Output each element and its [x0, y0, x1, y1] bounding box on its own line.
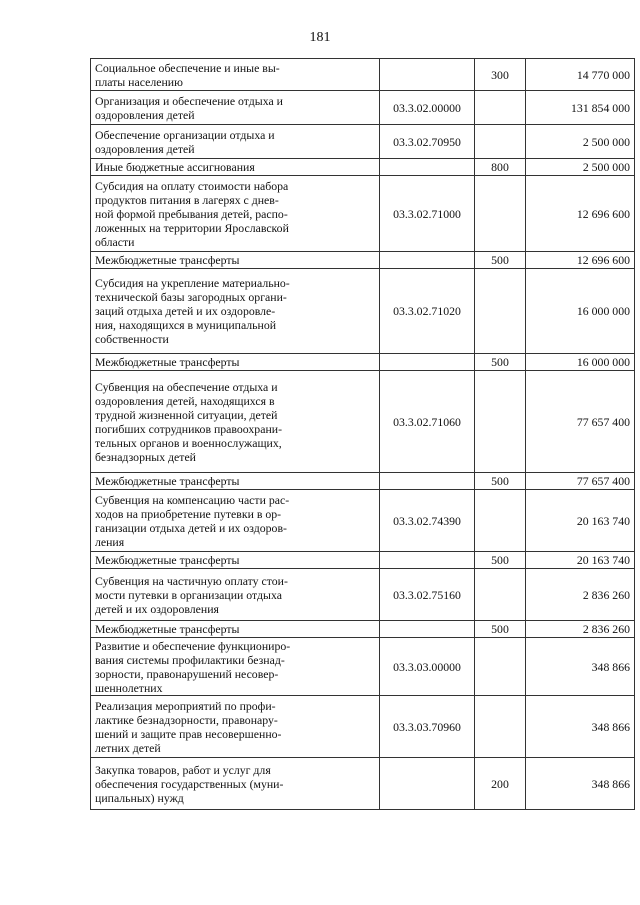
row-type-text: 300 — [491, 67, 509, 82]
row-name-cell — [91, 371, 380, 473]
row-name-text: Реализация мероприятий по профи- лактике безнадзорности, правонару- шений и защите прав несовершенно- летних детей — [95, 698, 282, 755]
row-amount-text: 14 770 000 — [576, 67, 630, 82]
row-code-cell — [380, 91, 475, 125]
row-code-cell — [380, 696, 475, 758]
row-amount-text: 2 836 260 — [582, 622, 630, 636]
row-name-text: Субсидия на укрепление материально- технической базы загородных органи- заций отдыха детей и их оздоровле- ния, находящихся в муниципальной собственности — [95, 276, 290, 346]
row-code-cell — [380, 159, 475, 176]
row-amount-text: 131 854 000 — [571, 100, 630, 115]
row-type-cell — [475, 371, 526, 473]
row-amount-text: 77 657 400 — [576, 474, 630, 488]
row-name-cell — [91, 252, 380, 269]
row-code-cell — [380, 758, 475, 810]
row-code-text: 03.3.02.71060 — [393, 414, 461, 429]
table-row — [91, 371, 635, 473]
row-name-text: Межбюджетные трансферты — [95, 474, 240, 488]
row-amount-cell — [526, 252, 635, 269]
row-type-cell — [475, 569, 526, 621]
row-amount-cell — [526, 176, 635, 252]
row-code-cell — [380, 371, 475, 473]
row-code-cell — [380, 252, 475, 269]
row-amount-cell — [526, 758, 635, 810]
row-type-text: 500 — [491, 355, 509, 369]
row-type-cell — [475, 125, 526, 159]
row-amount-text: 16 000 000 — [576, 304, 630, 318]
row-name-text: Субвенция на компенсацию части рас- ходов на приобретение путевки в ор- ганизации отдыха детей и их оздоров- ления — [95, 492, 290, 549]
row-amount-text: 77 657 400 — [576, 414, 630, 429]
row-name-cell — [91, 490, 380, 552]
row-type-cell — [475, 176, 526, 252]
row-name-cell — [91, 552, 380, 569]
row-amount-cell — [526, 59, 635, 91]
row-amount-cell — [526, 125, 635, 159]
row-code-cell — [380, 569, 475, 621]
row-amount-cell — [526, 91, 635, 125]
row-code-cell — [380, 638, 475, 696]
row-type-text: 200 — [491, 776, 509, 791]
table-row — [91, 490, 635, 552]
row-name-text: Субвенция на частичную оплату стои- мости путевки в организации отдыха детей и их оздоровления — [95, 573, 288, 616]
row-amount-cell — [526, 159, 635, 176]
row-name-cell — [91, 621, 380, 638]
row-amount-cell — [526, 638, 635, 696]
row-name-cell — [91, 59, 380, 91]
table-row — [91, 176, 635, 252]
row-amount-text: 2 500 000 — [582, 160, 630, 174]
row-amount-text: 348 866 — [591, 659, 630, 674]
row-type-cell — [475, 354, 526, 371]
table-row — [91, 621, 635, 638]
row-name-cell — [91, 696, 380, 758]
row-name-cell — [91, 269, 380, 354]
row-amount-text: 20 163 740 — [576, 513, 630, 528]
row-code-cell — [380, 176, 475, 252]
row-amount-cell — [526, 490, 635, 552]
row-name-text: Иные бюджетные ассигнования — [95, 160, 255, 174]
row-amount-text: 2 500 000 — [582, 134, 630, 149]
row-name-cell — [91, 758, 380, 810]
row-type-cell — [475, 473, 526, 490]
row-amount-text: 16 000 000 — [576, 355, 630, 369]
row-code-cell — [380, 269, 475, 354]
row-type-cell — [475, 159, 526, 176]
row-name-text: Межбюджетные трансферты — [95, 355, 240, 369]
table-row — [91, 91, 635, 125]
row-amount-cell — [526, 569, 635, 621]
row-code-cell — [380, 473, 475, 490]
row-name-cell — [91, 354, 380, 371]
table-row — [91, 696, 635, 758]
row-code-cell — [380, 552, 475, 569]
row-code-cell — [380, 621, 475, 638]
row-type-cell — [475, 269, 526, 354]
budget-table-body — [91, 59, 635, 810]
row-name-text: Развитие и обеспечение функциониро- вания системы профилактики безнад- зорности, правонарушений несовер- шеннолетних — [95, 638, 291, 695]
row-code-text: 03.3.02.71000 — [393, 206, 461, 221]
row-code-cell — [380, 490, 475, 552]
budget-table — [90, 58, 635, 810]
row-amount-cell — [526, 473, 635, 490]
row-code-cell — [380, 354, 475, 371]
row-amount-cell — [526, 371, 635, 473]
row-code-text: 03.3.02.75160 — [393, 587, 461, 602]
row-code-text: 03.3.03.00000 — [393, 659, 461, 674]
row-amount-text: 12 696 600 — [576, 253, 630, 267]
row-type-cell — [475, 490, 526, 552]
row-amount-text: 12 696 600 — [576, 206, 630, 221]
row-name-cell — [91, 569, 380, 621]
table-row — [91, 569, 635, 621]
row-type-text: 500 — [491, 474, 509, 488]
row-amount-cell — [526, 621, 635, 638]
row-name-cell — [91, 159, 380, 176]
row-name-text: Межбюджетные трансферты — [95, 253, 240, 267]
row-amount-text: 348 866 — [591, 776, 630, 791]
table-row — [91, 252, 635, 269]
row-type-cell — [475, 638, 526, 696]
table-row — [91, 159, 635, 176]
row-amount-cell — [526, 269, 635, 354]
row-type-cell — [475, 59, 526, 91]
row-code-text: 03.3.03.70960 — [393, 719, 461, 734]
row-type-text: 500 — [491, 253, 509, 267]
row-type-cell — [475, 252, 526, 269]
row-amount-text: 20 163 740 — [576, 553, 630, 567]
row-name-text: Организация и обеспечение отдыха и оздоровления детей — [95, 93, 283, 122]
table-row — [91, 354, 635, 371]
row-code-text: 03.3.02.74390 — [393, 513, 461, 528]
row-name-cell — [91, 125, 380, 159]
table-row — [91, 473, 635, 490]
table-row — [91, 269, 635, 354]
row-name-cell — [91, 473, 380, 490]
table-row — [91, 552, 635, 569]
table-row — [91, 638, 635, 696]
row-type-text: 500 — [491, 553, 509, 567]
row-name-text: Социальное обеспечение и иные вы- платы населению — [95, 60, 280, 89]
row-name-text: Межбюджетные трансферты — [95, 622, 240, 636]
row-name-cell — [91, 176, 380, 252]
row-code-cell — [380, 59, 475, 91]
row-code-text: 03.3.02.71020 — [393, 304, 461, 318]
row-name-cell — [91, 91, 380, 125]
row-amount-text: 348 866 — [591, 719, 630, 734]
row-amount-cell — [526, 552, 635, 569]
table-row — [91, 59, 635, 91]
row-type-cell — [475, 91, 526, 125]
row-code-cell — [380, 125, 475, 159]
table-row — [91, 125, 635, 159]
row-name-cell — [91, 638, 380, 696]
row-type-text: 800 — [491, 160, 509, 174]
page-number: 181 — [309, 30, 331, 45]
row-type-cell — [475, 696, 526, 758]
row-type-cell — [475, 621, 526, 638]
row-name-text: Субвенция на обеспечение отдыха и оздоровления детей, находящихся в трудной жизненной ситуации, детей погибших сотрудников правоохрани- тельных органов и военнослужащих, безнадзорных детей — [95, 379, 282, 464]
row-amount-cell — [526, 354, 635, 371]
row-name-text: Субсидия на оплату стоимости набора продуктов питания в лагерях с днев- ной формой пребывания детей, распо- ложенных на территории Ярославской области — [95, 178, 289, 249]
row-name-text: Обеспечение организации отдыха и оздоровления детей — [95, 127, 275, 156]
row-code-text: 03.3.02.70950 — [393, 134, 461, 149]
row-name-text: Межбюджетные трансферты — [95, 553, 240, 567]
row-amount-cell — [526, 696, 635, 758]
row-type-cell — [475, 758, 526, 810]
row-code-text: 03.3.02.00000 — [393, 100, 461, 115]
row-amount-text: 2 836 260 — [582, 587, 630, 602]
row-type-text: 500 — [491, 622, 509, 636]
row-type-cell — [475, 552, 526, 569]
row-name-text: Закупка товаров, работ и услуг для обеспечения государственных (муни- ципальных) нужд — [95, 762, 284, 805]
table-row — [91, 758, 635, 810]
